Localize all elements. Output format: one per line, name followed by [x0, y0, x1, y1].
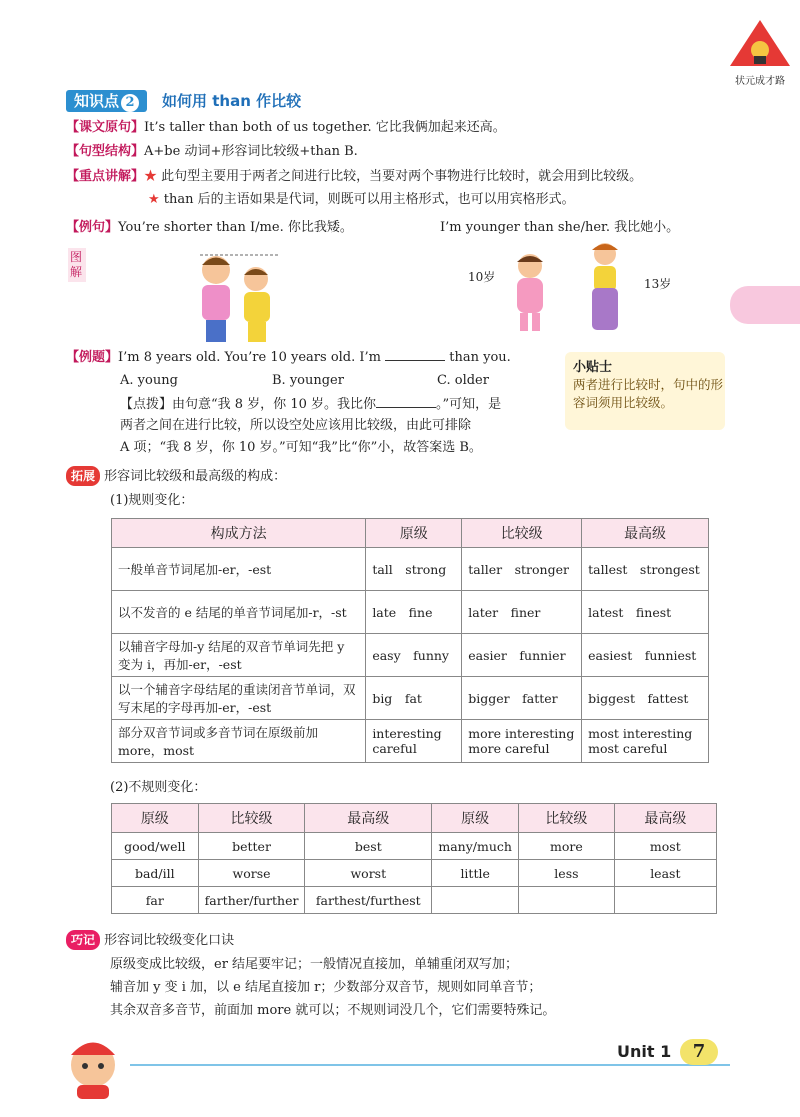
girl-10-illustration: [505, 250, 555, 335]
exercise-question: [66, 346, 511, 368]
tip-box: [565, 352, 725, 430]
column-header: 构成方法: [112, 519, 366, 548]
option-c: C. older: [437, 373, 489, 388]
table-cell: many/much: [432, 833, 519, 860]
label-zdjj: 【重点讲解】: [66, 169, 145, 184]
table-cell: tallest strongest: [582, 548, 709, 591]
badge-label: 知识点: [74, 92, 120, 110]
age-10-label: 10岁: [468, 270, 496, 284]
kids-illustration: [190, 245, 290, 345]
star-icon: ★: [144, 169, 162, 184]
table-cell: good/well: [112, 833, 199, 860]
star-icon: ★: [148, 192, 164, 207]
table-cell: tall strong: [366, 548, 462, 591]
mnemonic-title: 形容词比较级变化口诀: [104, 933, 235, 948]
logo-icon: [728, 18, 792, 68]
example-row-2: [440, 218, 679, 238]
table-cell: 以辅音字母加-y 结尾的双音节单词先把 y 变为 i，再加-er，-est: [112, 634, 366, 677]
table-cell: interesting careful: [366, 720, 462, 763]
table-cell: worst: [305, 860, 432, 887]
text-kwy: It’s taller than both of us together. 它比我俩加起来还高。: [144, 120, 506, 135]
mnemonic-badge: 巧记: [66, 930, 100, 950]
table-row: [112, 548, 709, 591]
table-cell: worse: [198, 860, 305, 887]
page-number: 7: [680, 1039, 718, 1065]
girl-13-illustration: [580, 240, 630, 335]
hint-line-3: A 项；“我 8 岁，你 10 岁。”可知“我”比“你”小，故答案选 B。: [120, 440, 482, 455]
irregular-table-header: [112, 804, 717, 833]
table-cell: bigger fatter: [462, 677, 582, 720]
text-jxjg: A+be 动词+形容词比较级+than B.: [144, 144, 358, 159]
badge-number: 2: [121, 94, 139, 112]
tujie-label: 图解: [68, 248, 86, 282]
irregular-table: [111, 803, 717, 914]
table-cell: most interesting most careful: [582, 720, 709, 763]
mnemonic-line-3: 其余双音多音节，前面加 more 就可以；不规则词没几个，它们需要特殊记。: [110, 1003, 556, 1018]
key-point-row-2: [148, 190, 575, 210]
table-row: [112, 634, 709, 677]
table-row: [112, 677, 709, 720]
table-cell: best: [305, 833, 432, 860]
mascot-illustration: [55, 1030, 135, 1100]
column-header: 最高级: [305, 804, 432, 833]
table-cell: later finer: [462, 591, 582, 634]
option-a: A. young: [120, 373, 178, 388]
table-cell: far: [112, 887, 199, 914]
table-cell: most: [614, 833, 716, 860]
footer-unit: Unit 1: [617, 1042, 672, 1061]
text-lj-1: You’re shorter than I/me. 你比我矮。: [118, 220, 353, 235]
table-cell: farther/further: [198, 887, 305, 914]
answer-blank: [385, 346, 445, 361]
text-zdjj-2: than 后的主语如果是代词，则既可以用主格形式，也可以用宾格形式。: [163, 192, 575, 207]
text-sentence-row: [66, 118, 506, 138]
column-header: 原级: [432, 804, 519, 833]
column-header: 比较级: [198, 804, 305, 833]
mnemonic-line-1: 原级变成比较级，er 结尾要牢记；一般情况直接加，单辅重闭双写加；: [110, 957, 519, 972]
irregular-label: (2)不规则变化：: [110, 780, 207, 795]
question-part-a: I’m 8 years old. You’re 10 years old. I’m: [118, 350, 381, 365]
table-cell: biggest fattest: [582, 677, 709, 720]
footer-line: [130, 1064, 730, 1066]
table-cell: big fat: [366, 677, 462, 720]
text-lj-2: I’m younger than she/her. 我比她小。: [440, 220, 680, 235]
structure-row: [66, 142, 358, 162]
mnemonic-line-2: 辅音加 y 变 i 加，以 e 结尾直接加 r；少数部分双音节，规则如同单音节；: [110, 980, 542, 995]
column-header: 最高级: [614, 804, 716, 833]
table-row: [112, 887, 717, 914]
example-row: [66, 218, 353, 238]
table-cell: more: [519, 833, 615, 860]
extension-title: 形容词比较级和最高级的构成：: [104, 469, 287, 484]
table-cell: [614, 887, 716, 914]
label-lj: 【例句】: [66, 220, 119, 235]
column-header: 比较级: [462, 519, 582, 548]
table-cell: 以不发音的 e 结尾的单音节词尾加-r，-st: [112, 591, 366, 634]
table-row: [112, 591, 709, 634]
label-exercise: 【例题】: [66, 350, 119, 365]
table-cell: farthest/furthest: [305, 887, 432, 914]
label-jxjg: 【句型结构】: [66, 144, 145, 159]
option-b: B. younger: [272, 373, 344, 388]
table-cell: latest finest: [582, 591, 709, 634]
age-13-label: 13岁: [644, 277, 672, 291]
regular-label: (1)规则变化：: [110, 493, 194, 508]
logo-text: 状元成才路: [735, 76, 785, 87]
text-zdjj-1: 此句型主要用于两者之间进行比较，当要对两个事物进行比较时，就会用到比较级。: [161, 169, 643, 184]
hint-line-2: 两者之间在进行比较，所以设空处应该用比较级，由此可排除: [120, 418, 472, 433]
hint-blank: [376, 393, 436, 408]
table-cell: [432, 887, 519, 914]
table-row: [112, 833, 717, 860]
brand-logo: [728, 18, 792, 87]
table-cell: more interesting more careful: [462, 720, 582, 763]
extension-badge: 拓展: [66, 466, 100, 486]
table-cell: easier funnier: [462, 634, 582, 677]
table-cell: 以一个辅音字母结尾的重读闭音节单词，双写末尾的字母再加-er，-est: [112, 677, 366, 720]
column-header: 原级: [112, 804, 199, 833]
table-row: [112, 860, 717, 887]
column-header: 比较级: [519, 804, 615, 833]
hint-line-1: [120, 393, 501, 415]
regular-table: [111, 518, 709, 763]
table-cell: bad/ill: [112, 860, 199, 887]
table-cell: least: [614, 860, 716, 887]
table-cell: [519, 887, 615, 914]
regular-table-header: [112, 519, 709, 548]
section-title: 如何用 than 作比较: [162, 92, 302, 110]
table-cell: easiest funniest: [582, 634, 709, 677]
table-cell: taller stronger: [462, 548, 582, 591]
key-point-row-1: [66, 167, 642, 187]
knowledge-point-badge: [66, 90, 147, 112]
side-tab: [730, 286, 800, 324]
table-row: [112, 720, 709, 763]
tip-text: 两者进行比较时，句中的形容词须用比较级。: [573, 377, 724, 410]
table-cell: easy funny: [366, 634, 462, 677]
table-cell: less: [519, 860, 615, 887]
question-part-b: than you.: [449, 350, 511, 365]
table-cell: 一般单音节词尾加-er，-est: [112, 548, 366, 591]
table-cell: late fine: [366, 591, 462, 634]
table-cell: better: [198, 833, 305, 860]
mnemonic-row: [66, 930, 234, 951]
table-cell: 部分双音节词或多音节词在原级前加 more，most: [112, 720, 366, 763]
column-header: 最高级: [582, 519, 709, 548]
tip-title: 小贴士: [573, 360, 613, 375]
table-cell: little: [432, 860, 519, 887]
label-kwy: 【课文原句】: [66, 120, 145, 135]
extension-row: [66, 466, 286, 487]
column-header: 原级: [366, 519, 462, 548]
hint-1b: 。”可知，是: [436, 397, 502, 412]
hint-1a: 【点拨】由句意“我 8 岁，你 10 岁。我比你: [120, 397, 376, 412]
